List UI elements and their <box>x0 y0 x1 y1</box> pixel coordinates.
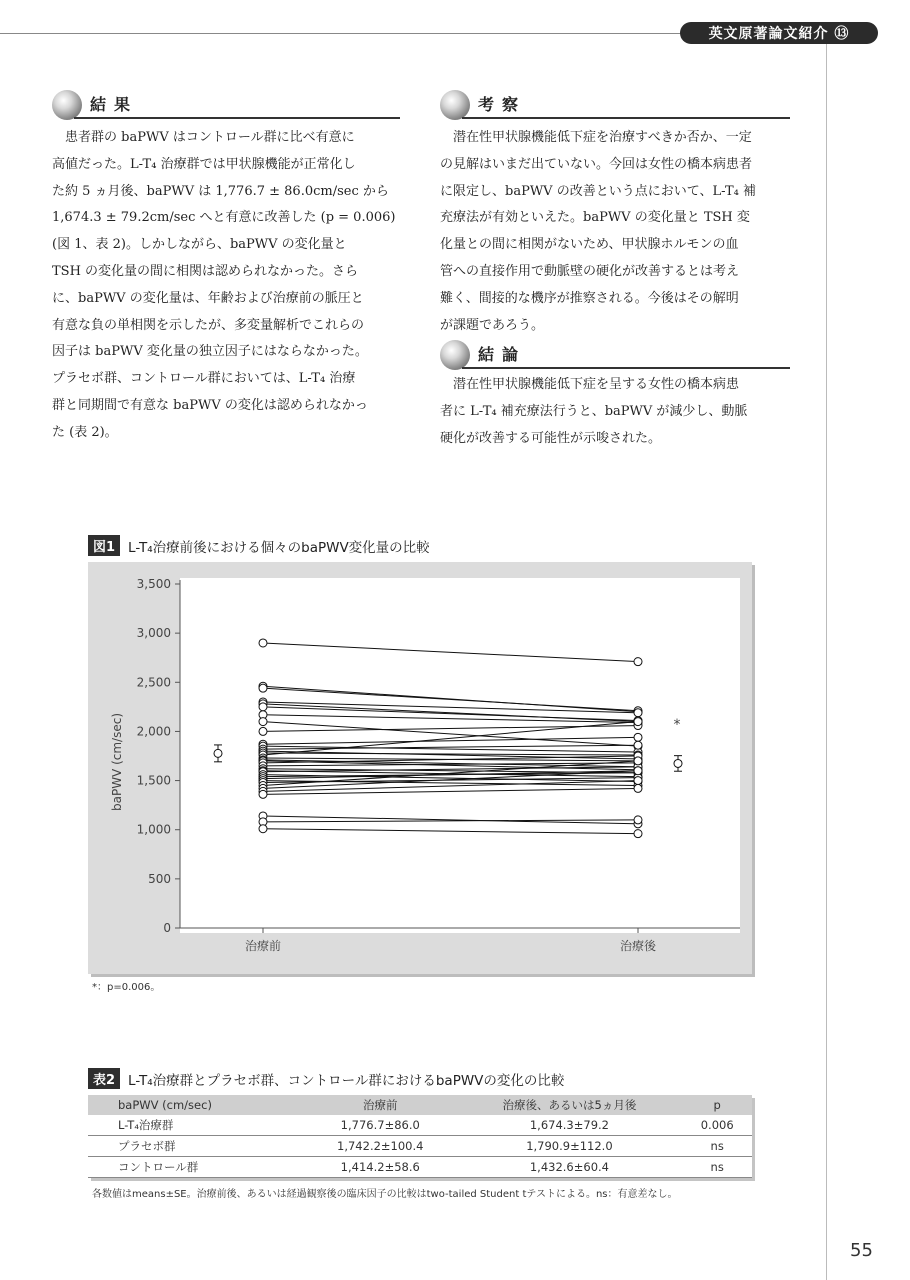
text-line: た約 5 ヵ月後、baPWV は 1,776.7 ± 86.0cm/sec から <box>52 183 389 199</box>
text-line: 1,674.3 ± 79.2cm/sec へと有意に改善した (p = 0.006) <box>52 210 396 226</box>
x-tick-label: 治療後 <box>619 939 657 953</box>
table-cell: 1,790.9±112.0 <box>457 1136 683 1157</box>
table-cell: 1,742.2±100.4 <box>304 1136 457 1157</box>
post-point <box>634 733 642 741</box>
text-line: の見解はいまだ出ていない。今回は女性の橋本病患者 <box>440 156 753 172</box>
table-cell: コントロール群 <box>88 1157 304 1178</box>
table2-caption <box>88 1068 564 1089</box>
text-line: 管への直接作用で動脈壁の硬化が改善するとは考え <box>440 263 740 279</box>
table-cell: 1,776.7±86.0 <box>304 1115 457 1136</box>
figure1-panel <box>88 562 752 974</box>
pre-point <box>259 825 267 833</box>
table2-label: 表2 <box>88 1068 120 1089</box>
y-tick-label: 1,000 <box>136 822 171 837</box>
figure1-label: 図1 <box>88 535 120 556</box>
text-line: が課題であろう。 <box>440 317 545 333</box>
text-line: 充療法が有効といえた。baPWV の変化量と TSH 変 <box>440 210 750 226</box>
y-tick-label: 2,000 <box>136 724 171 739</box>
heading-rule <box>462 367 790 369</box>
text-line: に限定し、baPWV の改善という点において、L-T₄ 補 <box>440 183 757 199</box>
y-axis-label: baPWV (cm/sec) <box>110 712 124 812</box>
table-row <box>88 1115 752 1136</box>
x-tick-label: 治療前 <box>244 939 282 953</box>
pre-point <box>259 684 267 692</box>
y-tick-label: 2,500 <box>136 675 171 690</box>
table-cell: 0.006 <box>682 1115 752 1136</box>
table-cell: 1,432.6±60.4 <box>457 1157 683 1178</box>
text-line: 潜在性甲状腺機能低下症を治療すべきか否か、一定 <box>453 130 752 145</box>
table-cell: ns <box>682 1157 752 1178</box>
conclusion-body <box>440 372 790 452</box>
significance-marker: * <box>673 717 681 733</box>
post-point <box>634 784 642 792</box>
text-line: 者に L-T₄ 補充療法行うと、baPWV が減少し、動脈 <box>440 403 748 419</box>
column-header: p <box>682 1095 752 1115</box>
text-line: 硬化が改善する可能性が示唆された。 <box>440 430 662 446</box>
text-line: 有意な負の単相関を示したが、多変量解析でこれらの <box>52 317 365 333</box>
results-heading <box>52 90 400 120</box>
table2-caption-text: L-T₄治療群とプラセボ群、コントロール群におけるbaPWVの変化の比較 <box>128 1072 565 1089</box>
table-cell: プラセボ群 <box>88 1136 304 1157</box>
conclusion-heading <box>440 340 790 370</box>
discussion-title: 考察 <box>478 95 527 114</box>
post-point <box>634 757 642 765</box>
results-body <box>52 125 400 447</box>
table-row <box>88 1157 752 1178</box>
table2-note: 各数値はmeans±SE。治療前後、あるいは経過観察後の臨床因子の比較はtwo-tailed Student tテストによる。ns：有意差なし。 <box>92 1189 678 1200</box>
text-line: (図 1、表 2)。しかしながら、baPWV の変化量と <box>52 237 347 253</box>
figure1-note: *：p=0.006。 <box>92 982 161 993</box>
column-header: 治療後、あるいは5ヵ月後 <box>457 1095 683 1115</box>
y-tick-label: 3,500 <box>136 577 171 591</box>
table-cell: 1,674.3±79.2 <box>457 1115 683 1136</box>
column-header: baPWV (cm/sec) <box>88 1095 304 1115</box>
heading-ball-icon <box>52 90 82 120</box>
heading-ball-icon <box>440 340 470 370</box>
post-point <box>634 709 642 717</box>
y-tick-label: 1,500 <box>136 773 171 788</box>
pre-point <box>259 703 267 711</box>
text-line: 因子は baPWV 変化量の独立因子にはならなかった。 <box>52 344 368 360</box>
table-row <box>88 1136 752 1157</box>
page-number: 55 <box>850 1240 873 1261</box>
text-line: プラセボ群、コントロール群においては、L-T₄ 治療 <box>52 371 356 387</box>
baPWV-chart <box>88 562 752 974</box>
conclusion-title: 結論 <box>478 345 527 364</box>
table2 <box>88 1095 752 1178</box>
text-line: 潜在性甲状腺機能低下症を呈する女性の橋本病患 <box>453 377 740 392</box>
post-point <box>634 718 642 726</box>
heading-rule <box>74 117 400 119</box>
pre-point <box>259 790 267 798</box>
margin-rule <box>826 44 827 1280</box>
mean-point <box>674 759 682 767</box>
text-line: 群と同期間で有意な baPWV の変化は認められなかっ <box>52 397 368 413</box>
text-line: 化量との間に相関がないため、甲状腺ホルモンの血 <box>440 237 739 253</box>
pre-point <box>259 639 267 647</box>
post-point <box>634 777 642 785</box>
pre-point <box>259 727 267 735</box>
post-point <box>634 816 642 824</box>
text-line: 高値だった。L-T₄ 治療群では甲状腺機能が正常化し <box>52 156 356 172</box>
column-header: 治療前 <box>304 1095 457 1115</box>
text-line: に、baPWV の変化量は、年齢および治療前の脈圧と <box>52 290 364 306</box>
text-line: 難く、間接的な機序が推察される。今後はその解明 <box>440 290 739 306</box>
figure1-caption <box>88 535 430 556</box>
text-line: 患者群の baPWV はコントロール群に比べ有意に <box>65 130 355 145</box>
series-badge: 英文原著論文紹介 ⑬ <box>680 22 878 44</box>
table-header-row <box>88 1095 752 1115</box>
figure1-caption-text: L-T₄治療前後における個々のbaPWV変化量の比較 <box>128 539 430 556</box>
post-point <box>634 830 642 838</box>
post-point <box>634 741 642 749</box>
heading-ball-icon <box>440 90 470 120</box>
post-point <box>634 767 642 775</box>
post-point <box>634 658 642 666</box>
discussion-heading <box>440 90 790 120</box>
table-cell: ns <box>682 1136 752 1157</box>
text-line: た (表 2)。 <box>52 424 118 440</box>
y-tick-label: 0 <box>163 921 171 935</box>
pre-point <box>259 718 267 726</box>
mean-point <box>214 749 222 757</box>
header-rule <box>0 33 700 34</box>
y-tick-label: 500 <box>148 871 171 886</box>
table-cell: L-T₄治療群 <box>88 1115 304 1136</box>
discussion-body <box>440 125 790 339</box>
results-title: 結果 <box>90 95 139 114</box>
text-line: TSH の変化量の間に相関は認められなかった。さら <box>52 263 359 279</box>
table-cell: 1,414.2±58.6 <box>304 1157 457 1178</box>
y-tick-label: 3,000 <box>136 626 171 641</box>
heading-rule <box>462 117 790 119</box>
